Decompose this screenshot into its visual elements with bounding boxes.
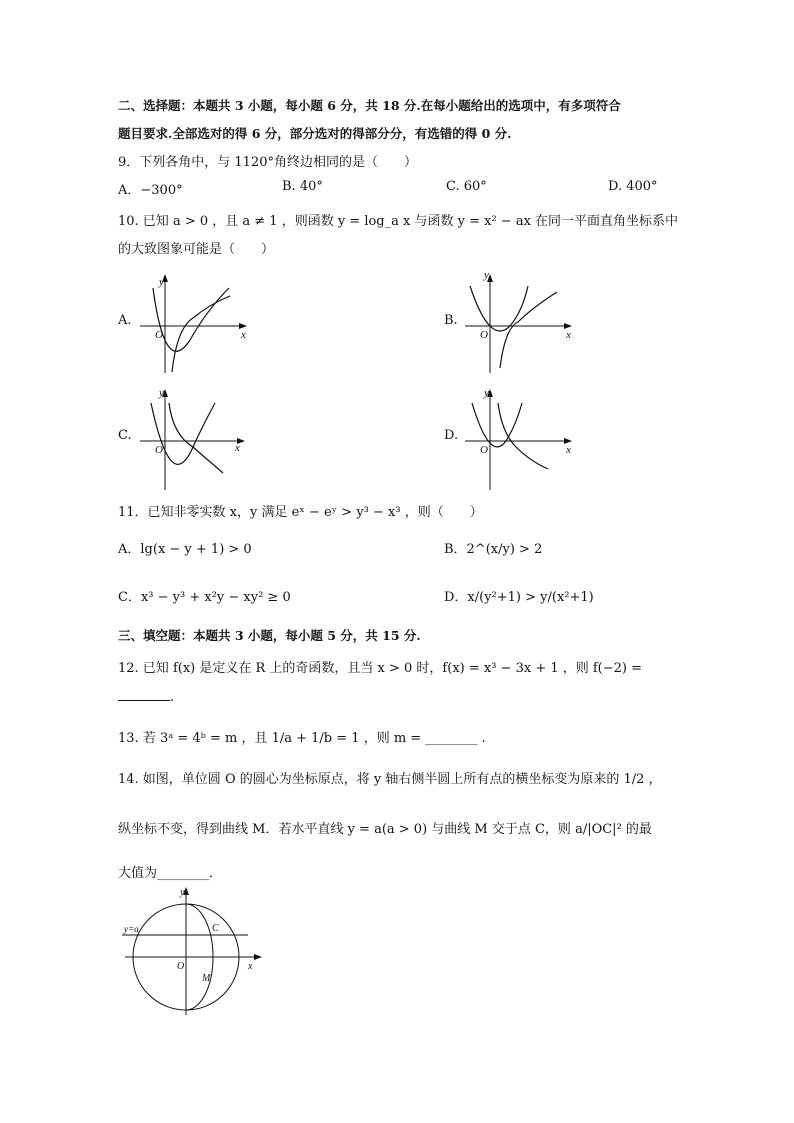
q9-option-a: A．−300° [118,183,183,198]
q14-line-2: 纵坐标不变，得到曲线 M．若水平直线 y = a(a > 0) 与曲线 M 交于点 C，则 a/|OC|² 的最 [118,822,652,837]
section-2-line-2: 题目要求.全部选对的得 6 分，部分选对的得部分分，有选错的得 0 分. [118,126,512,141]
q9-option-b: B. 40° [282,179,323,194]
q12-line-2 [118,688,174,705]
q14-line-3: 大值为________． [118,866,223,881]
fig14-curve-m-label: M [202,973,211,984]
q9-option-d: D. 400° [608,179,658,194]
fig14-point-c-label: C [212,923,219,934]
section-2-line-1: 二、选择题：本题共 3 小题，每小题 6 分，共 18 分.在每小题给出的选项中，有多项符合 [118,98,621,113]
q14-line-1: 14. 如图，单位圆 O 的圆心为坐标原点，将 y 轴右侧半圆上所有点的横坐标变为原来的 1/2 ， [118,772,662,787]
graph-b-x-label: x [566,329,571,341]
q12-answer-blank[interactable] [118,688,170,701]
graph-a-origin-label: O [155,329,163,341]
q11-option-b: B．2^(x/y) > 2 [444,542,543,557]
graph-d-x-label: x [566,444,571,456]
q10-label-a: A. [118,313,132,328]
q12-line-1: 12. 已知 f(x) 是定义在 R 上的奇函数，且当 x > 0 时，f(x) = x³ − 3x + 1 ，则 f(−2) = [118,661,643,676]
q11-option-d: D．x/(y²+1) > y/(x²+1) [444,590,594,605]
q10-label-b: B. [444,313,458,328]
q13-text: 13. 若 3ᵃ = 4ᵇ = m ，且 1/a + 1/b = 1 ，则 m = ________ . [118,731,486,746]
q12-period: . [170,690,175,705]
q10-graph-d [460,385,580,495]
q10-label-d: D. [444,428,459,443]
section-3-title: 三、填空题：本题共 3 小题，每小题 5 分，共 15 分. [118,628,421,643]
q10-graph-b [460,268,580,378]
q9-stem: 9．下列各角中，与 1120°角终边相同的是（ ） [118,155,417,170]
graph-b-y-label: y [484,269,489,281]
fig14-x-label: x [248,961,253,972]
fig14-line-label: y=a [124,924,139,934]
q10-graph-c [135,385,255,495]
q10-stem-line-1: 10. 已知 a > 0 ，且 a ≠ 1 ，则函数 y = log_a x 与函数 y = x² − ax 在同一平面直角坐标系中 [118,214,679,229]
graph-c-origin-label: O [155,444,163,456]
graph-b-origin-label: O [480,329,488,341]
q9-option-c: C. 60° [446,179,487,194]
q10-graph-a [135,268,255,378]
graph-a-x-label: x [241,329,246,341]
graph-d-origin-label: O [480,444,488,456]
q11-option-c: C．x³ − y³ + x²y − xy² ≥ 0 [118,590,291,605]
q11-stem: 11．已知非零实数 x，y 满足 eˣ − eʸ > y³ − x³ ，则（ ） [118,505,483,520]
fig14-y-label: y [180,887,185,898]
q10-stem-line-2: 的大致图象可能是（ ） [118,242,275,257]
q10-label-c: C. [118,428,132,443]
graph-c-y-label: y [159,387,164,399]
graph-d-y-label: y [484,387,489,399]
q11-option-a: A．lg(x − y + 1) > 0 [118,542,252,557]
fig14-origin-label: O [177,961,185,972]
graph-c-x-label: x [235,442,240,454]
graph-a-y-label: y [159,276,164,288]
q14-figure [120,885,270,1020]
